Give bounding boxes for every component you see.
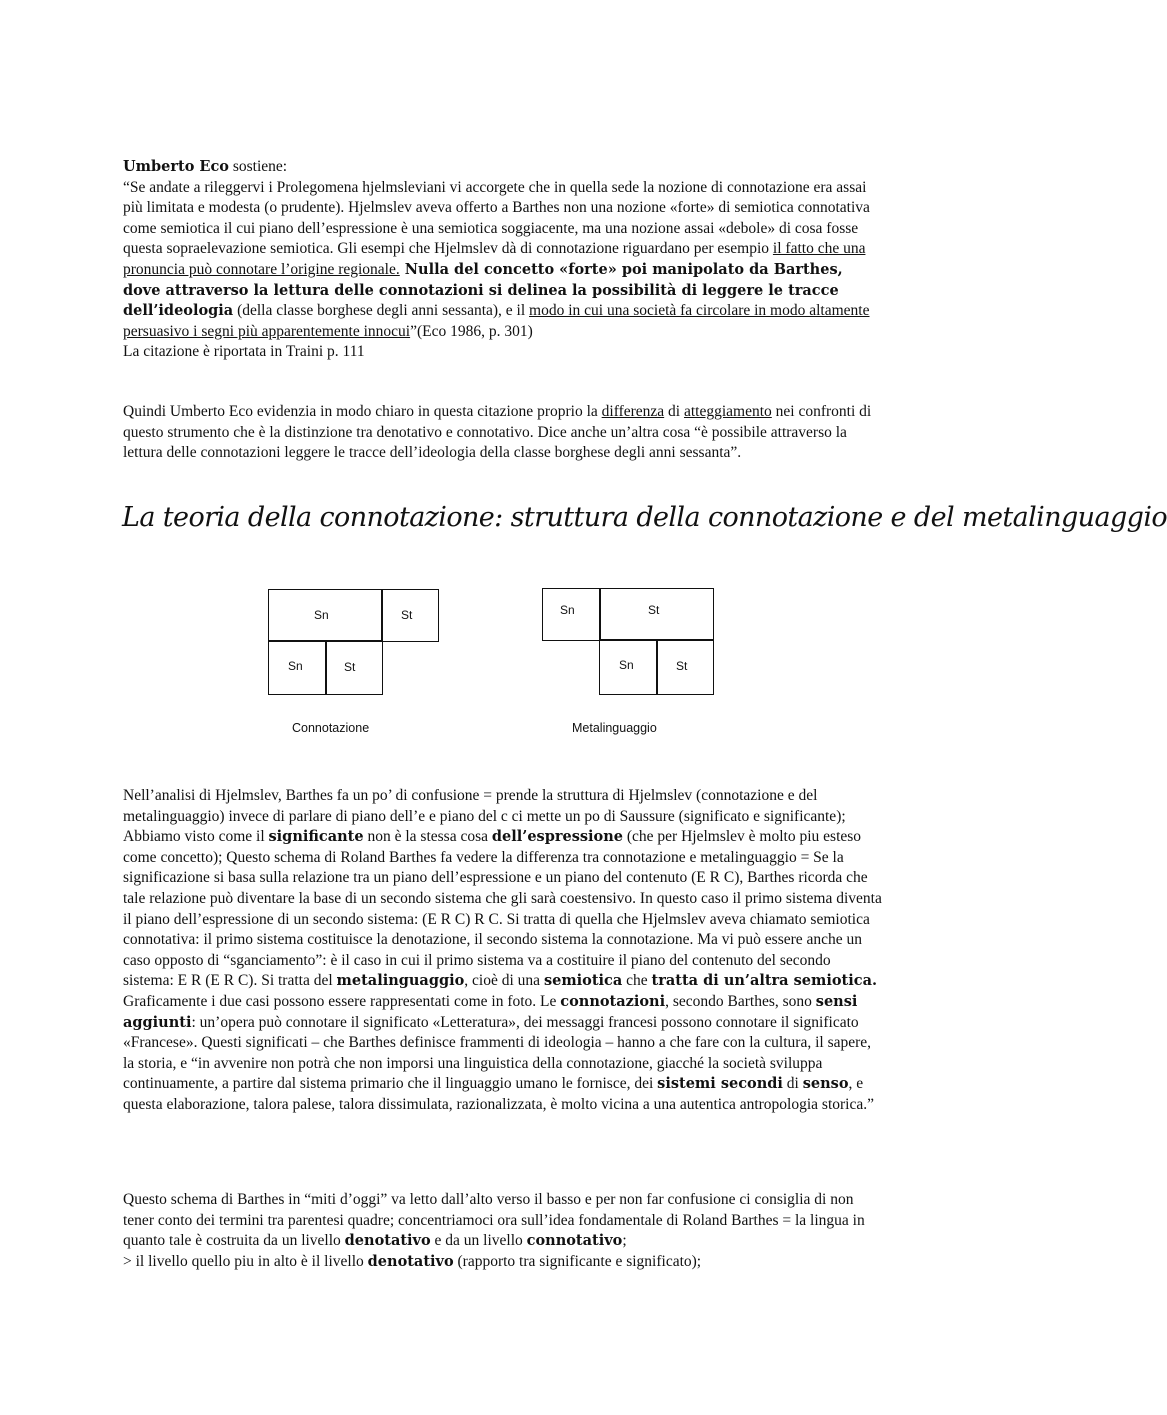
quote-text: (della classe borghese degli anni sessanta), e il [233, 302, 530, 320]
eco-commentary-paragraph [123, 402, 883, 464]
text-run: che [622, 972, 652, 990]
text-run: (che per Hjelmslev è molto piu esteso come concetto); Questo schema di Roland Barthes fa vedere la differenza tra connotazione e metalinguaggio = Se la significazione si basa sulla relazione tra un piano dell’espressione e un piano del contenuto (E R C), Barthes ricorda che tale relazione può diventare la base di un secondo sistema che gli sarà coestensivo. In questo caso il primo sistema diventa il piano dell’espressione di un secondo sistema: (E R C) R C. Si tratta di quella che Hjelmslev aveva chiamato semiotica connotativa: il primo sistema costituisce la denotazione, il secondo sistema la connotazione. Ma vi può essere anche un caso opposto di “sganciamento”: è il caso in cui il primo sistema va a costituire il piano del contenuto del secondo sistema: E R (E R C). Si tratta del [123, 828, 882, 990]
bold-term: dell’espressione [491, 828, 623, 846]
quote-citation: La citazione è riportata in Traini p. 111 [123, 343, 365, 361]
connotation-bottom-sn-box [268, 640, 327, 695]
bold-term: semiotica [543, 972, 623, 990]
eco-quote-paragraph [123, 157, 883, 363]
text-run: , cioè di una [464, 972, 544, 990]
metalanguage-caption: Metalinguaggio [572, 721, 657, 735]
text-run: e da un livello [430, 1232, 527, 1250]
barthes-schema-paragraph [123, 1190, 885, 1272]
metalanguage-bottom-st-box [656, 639, 714, 695]
bold-term: connotazioni [560, 992, 666, 1010]
quote-author-suffix: sostiene: [228, 158, 288, 175]
underline-atteggiamento: atteggiamento [683, 403, 772, 420]
text-run: non è la stessa cosa [363, 828, 492, 846]
box-label: Sn [288, 659, 303, 673]
bold-term: denotativo [367, 1252, 454, 1270]
eco-quote-block [123, 157, 883, 363]
text-run: , e questa elaborazione, talora palese, talora dissimulata, razionalizzata, è molto vicina a una autentica antropologia storica.” [123, 1075, 874, 1113]
text-run: Questo schema di Barthes in “miti d’oggi” va letto dall’alto verso il basso e per non far confusione ci consiglia di non tener conto dei termini tra parentesi quadre; concentriamoci ora sull’idea fondamentale di Roland Barthes = la lingua in quanto tale è costruita da un livello [123, 1191, 865, 1250]
text-run: nei confronti di questo strumento che è la distinzione tra denotativo e connotativo. Dice anche un’altra cosa “è possibile attraverso la lettura delle connotazioni leggere le tracce dell’ideologia della classe borghese degli anni sessanta”. [123, 403, 872, 462]
connotation-caption: Connotazione [292, 721, 370, 735]
text-run: di [782, 1075, 803, 1093]
text-run: > il livello quello piu in alto è il livello [123, 1252, 368, 1270]
text-run: Quindi Umberto Eco evidenzia in modo chiaro in questa citazione proprio la [123, 403, 602, 420]
quote-author: Umberto Eco [123, 158, 229, 175]
text-run: (rapporto tra significante e significato); [453, 1252, 702, 1270]
text-run: ; [622, 1232, 627, 1250]
bold-term: sensi aggiunti [123, 992, 858, 1031]
box-label: St [648, 603, 660, 617]
bold-term: senso [802, 1075, 849, 1093]
section-heading: La teoria della connotazione: struttura della connotazione e del metalinguaggio [122, 502, 1167, 533]
box-label: Sn [560, 603, 575, 617]
eco-commentary-block [123, 402, 883, 464]
quote-bold-ideology: Nulla del concetto «forte» poi manipolato da Barthes, dove attraverso la lettura delle connotazioni si delinea la possibilità di leggere le tracce dell’ideologia [123, 260, 843, 320]
underline-differenza: differenza [601, 403, 665, 420]
barthes-analysis-block [123, 786, 885, 1116]
box-label: St [401, 608, 413, 622]
text-run: Graficamente i due casi possono essere rappresentati come in foto. Le [123, 992, 561, 1010]
connotation-top-sn-box [268, 589, 383, 642]
box-label: Sn [314, 608, 329, 622]
box-label: St [344, 660, 356, 674]
bold-term: connotativo [526, 1232, 623, 1250]
box-label: St [676, 659, 688, 673]
metalanguage-top-sn-box [542, 588, 601, 641]
barthes-schema-block [123, 1190, 885, 1272]
text-run: Nell’analisi di Hjelmslev, Barthes fa un po’ di confusione = prende la struttura di Hjelmslev (connotazione e del metalinguaggio) invece di parlare di piano dell’e e piano del c ci mette un po di Saussure (significato e significante); Abbiamo visto come il [123, 787, 846, 846]
quote-text: “Se andate a rileggervi i Prolegomena hjelmsleviani vi accorgete che in quella sede la nozione di connotazione era assai più limitata e modesta (o prudente). Hjelmslev aveva offerto a Barthes non una nozione «forte» di semiotica connotativa come semiotica il cui piano dell’espressione è una semiotica soggiacente, ma una nozione assai «debole» di cosa fosse questa sopraelevazione semiotica. Gli esempi che Hjelmslev dà di connotazione riguardano per esempio [123, 178, 870, 258]
quote-underline-regional: il fatto che una pronuncia può connotare l’origine regionale. [123, 240, 866, 278]
text-run: : un’opera può connotare il significato «Letteratura», dei messaggi francesi possono connotare il significato «Francese». Questi significati – che Barthes definisce frammenti di ideologia – hanno a che fare con la cultura, il sapere, la storia, e “in avvenire non potrà che non imporsi una linguistica della connotazione, giacché la società sviluppa continuamente, a partire dal sistema primario che il linguaggio umano le fornisce, dei [123, 1013, 872, 1093]
bold-term: sistemi secondi [657, 1075, 783, 1093]
quote-reference: ”(Eco 1986, p. 301) [410, 322, 533, 340]
bold-term: tratta di un’altra semiotica. [651, 972, 878, 990]
quote-underline-society: modo in cui una società fa circolare in modo altamente persuasivo i segni più apparentemente innocui [123, 302, 870, 340]
metalanguage-bottom-sn-box [599, 639, 658, 695]
barthes-analysis-paragraph [123, 786, 885, 1116]
connotation-top-st-box [381, 589, 439, 642]
bold-term: significante [268, 828, 364, 846]
metalanguage-top-st-box [599, 588, 714, 641]
bold-term: metalinguaggio [336, 972, 465, 990]
text-run: di [664, 403, 684, 420]
connotation-bottom-st-box [325, 640, 383, 695]
bold-term: denotativo [344, 1232, 431, 1250]
box-label: Sn [619, 658, 634, 672]
text-run: , secondo Barthes, sono [665, 992, 816, 1010]
